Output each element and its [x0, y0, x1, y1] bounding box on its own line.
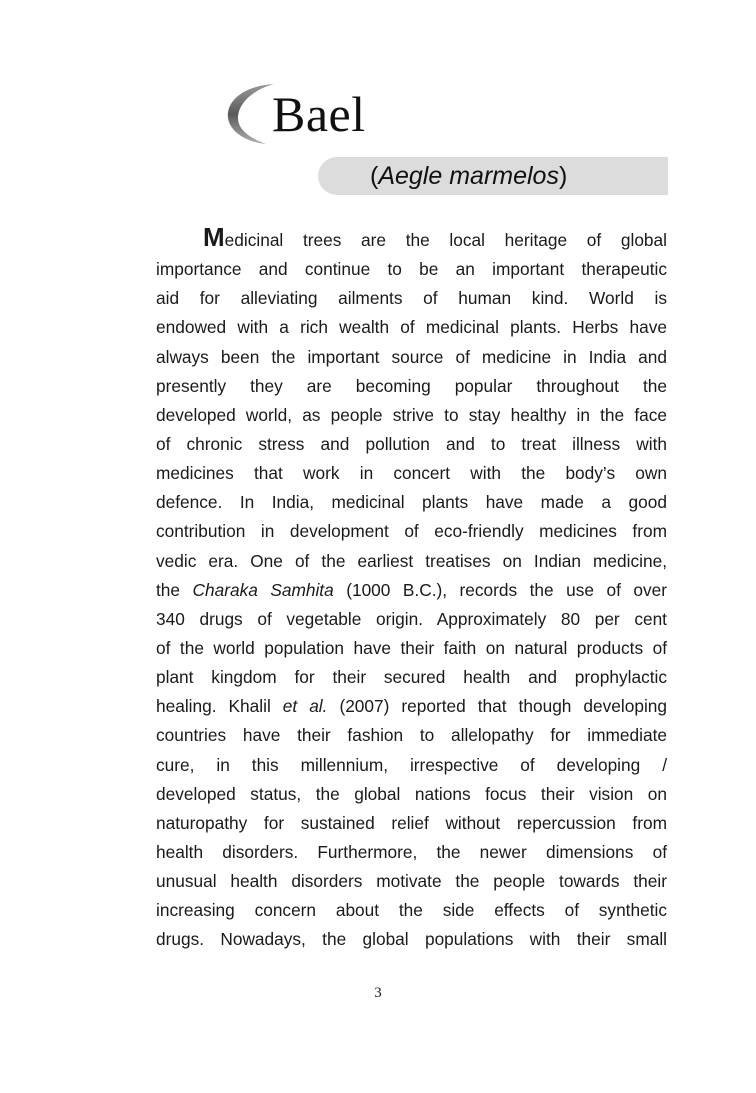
text-line: [156, 343, 667, 372]
line-text: presently they are becoming popular throughout the: [156, 375, 667, 396]
text-line: [156, 576, 667, 605]
text-line: [156, 692, 667, 721]
text-line: [156, 634, 667, 663]
italic-text: et al.: [282, 696, 328, 717]
line-text: 340 drugs of vegetable origin. Approximately 80 per cent: [156, 608, 667, 629]
line-text: health disorders. Furthermore, the newer dimensions of: [156, 841, 667, 862]
text-line: [156, 255, 667, 284]
paren-open: (: [370, 162, 379, 190]
line-text: countries have their fashion to allelopathy for immediate: [156, 725, 667, 746]
text-line: [156, 517, 667, 546]
text-line: [156, 751, 667, 780]
line-text: defence. In India, medicinal plants have made a good: [156, 492, 667, 513]
line-text: the: [156, 579, 193, 600]
drop-cap: M: [203, 222, 225, 252]
line-text: developed world, as people strive to stay healthy in the face: [156, 404, 667, 425]
text-line: [156, 605, 667, 634]
line-text: of the world population have their faith on natural products of: [156, 637, 667, 658]
scientific-name: [370, 159, 567, 193]
line-text: always been the important source of medicine in India and: [156, 346, 667, 367]
text-line: [156, 867, 667, 896]
chapter-title: Bael: [272, 86, 366, 142]
line-text: unusual health disorders motivate the people towards their: [156, 871, 667, 892]
text-line: [156, 372, 667, 401]
text-line: [156, 313, 667, 342]
line-text: edicinal trees are the local heritage of global: [224, 230, 667, 250]
paren-close: ): [558, 162, 568, 190]
line-text: drugs. Nowadays, the global populations with their small: [156, 929, 667, 950]
line-text: aid for alleviating ailments of human kind. World is: [156, 288, 667, 309]
text-line: [156, 222, 667, 255]
text-line: [156, 780, 667, 809]
text-line: [156, 488, 667, 517]
italic-text: Charaka Samhita: [192, 579, 334, 600]
line-text: naturopathy for sustained relief without repercussion from: [156, 812, 667, 833]
scientific-name-banner: [318, 157, 668, 195]
text-line: [156, 896, 667, 925]
text-line: [156, 459, 667, 488]
text-line: [156, 925, 667, 954]
line-text: increasing concern about the side effects of synthetic: [156, 900, 667, 921]
text-line: [156, 809, 667, 838]
line-text: plant kingdom for their secured health and prophylactic: [156, 667, 667, 688]
text-line: [156, 547, 667, 576]
line-text: (1000 B.C.), records the use of over: [333, 579, 667, 600]
line-text: importance and continue to be an important therapeutic: [156, 259, 667, 280]
line-text: developed status, the global nations focus their vision on: [156, 783, 667, 804]
line-text: vedic era. One of the earliest treatises on Indian medicine,: [156, 550, 667, 571]
text-line: [156, 721, 667, 750]
chapter-title-block: [222, 78, 402, 148]
body-paragraph: [156, 222, 668, 955]
text-line: [156, 663, 667, 692]
line-text: endowed with a rich wealth of medicinal plants. Herbs have: [156, 317, 667, 338]
scientific-name-italic: Aegle marmelos: [378, 162, 559, 190]
line-text: medicines that work in concert with the body’s own: [156, 463, 667, 484]
text-line: [156, 838, 667, 867]
line-text: of chronic stress and pollution and to treat illness with: [156, 433, 667, 454]
text-line: [156, 430, 667, 459]
line-text: healing. Khalil: [156, 696, 283, 717]
line-text: (2007) reported that though developing: [327, 696, 668, 717]
page-number: 3: [374, 985, 382, 1001]
line-text: contribution in development of eco-friendly medicines from: [156, 521, 667, 542]
line-text: cure, in this millennium, irrespective of developing /: [156, 754, 667, 775]
text-line: [156, 401, 667, 430]
text-line: [156, 284, 667, 313]
